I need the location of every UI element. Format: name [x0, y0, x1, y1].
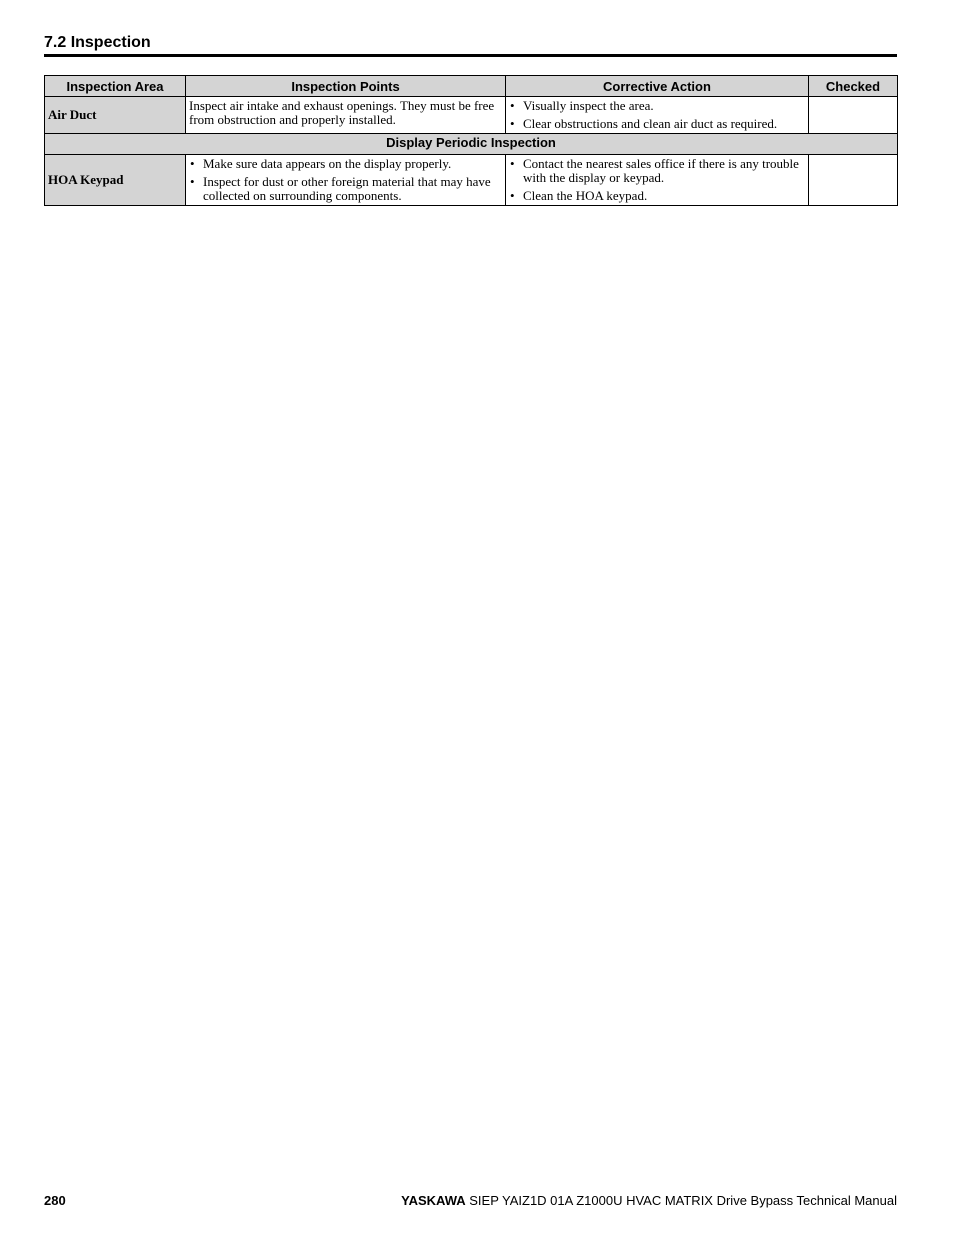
table-header-row [45, 76, 898, 97]
footer-manual-title [401, 1193, 897, 1208]
section-title: 7.2 Inspection [44, 33, 897, 57]
list-item: • Clear obstructions and clean air duct as required. [510, 116, 778, 131]
table-section-row [45, 134, 898, 155]
table-row-hoa-keypad [45, 155, 898, 206]
list-item: • Contact the nearest sales office if there is any trouble with the display or keypad. [510, 156, 799, 185]
list-item: • Visually inspect the area. [510, 98, 654, 113]
bullet-icon: • [510, 188, 515, 203]
list-item: • Make sure data appears on the display properly. [190, 156, 452, 171]
table-row-air-duct [45, 97, 898, 134]
bullet-icon: • [190, 174, 195, 189]
inspection-point-text: Inspect air intake and exhaust openings. They must be free from obstruction and properly installed. [189, 98, 495, 127]
inspection-points-list [189, 157, 502, 203]
inspection-area-cell: HOA Keypad [45, 155, 186, 206]
column-header-inspection-points: Inspection Points [186, 76, 506, 97]
footer-manual-name: SIEP YAIZ1D 01A Z1000U HVAC MATRIX Drive Bypass Technical Manual [465, 1193, 897, 1208]
inspection-area-cell: Air Duct [45, 97, 186, 134]
page-number: 280 [44, 1193, 66, 1208]
bullet-icon: • [510, 116, 515, 131]
bullet-icon: • [510, 98, 515, 113]
column-header-inspection-area: Inspection Area [45, 76, 186, 97]
checked-cell[interactable] [809, 155, 898, 206]
corrective-action-list [509, 99, 805, 131]
column-header-corrective-action: Corrective Action [506, 76, 809, 97]
corrective-action-list [509, 157, 805, 203]
column-header-checked: Checked [809, 76, 898, 97]
inspection-table-container [44, 75, 897, 206]
corrective-action-cell [506, 97, 809, 134]
list-item: • Clean the HOA keypad. [510, 188, 648, 203]
bullet-icon: • [190, 156, 195, 171]
checked-cell[interactable] [809, 97, 898, 134]
corrective-action-cell [506, 155, 809, 206]
section-label: Display Periodic Inspection [45, 134, 898, 155]
inspection-points-cell [186, 155, 506, 206]
inspection-points-cell [186, 97, 506, 134]
bullet-icon: • [510, 156, 515, 171]
footer-brand: YASKAWA [401, 1193, 466, 1208]
list-item: • Inspect for dust or other foreign material that may have collected on surrounding components. [190, 174, 491, 203]
inspection-table [44, 75, 898, 206]
